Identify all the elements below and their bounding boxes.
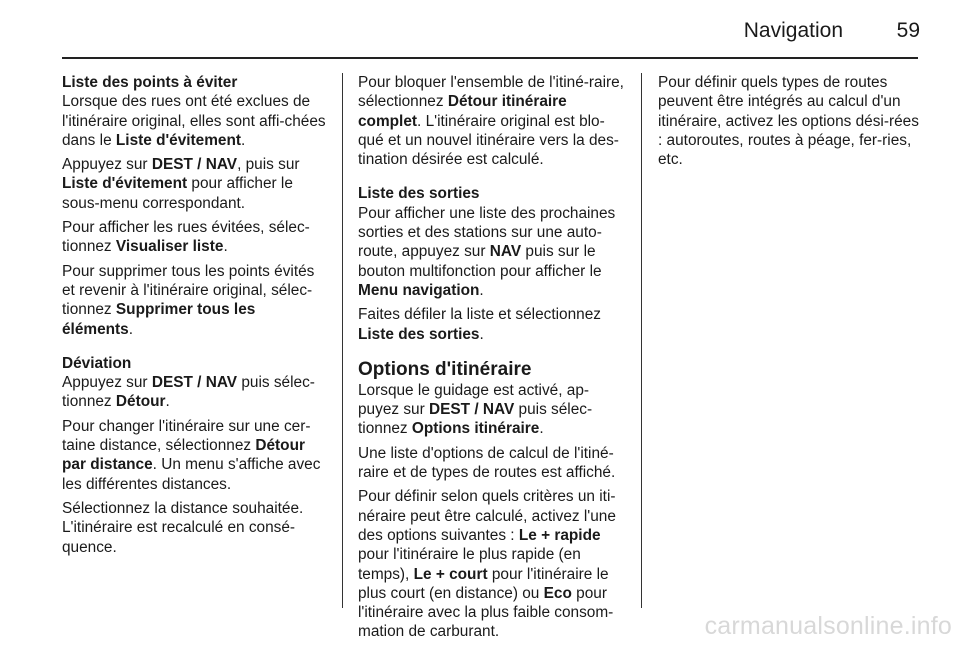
page-number: 59	[896, 19, 920, 42]
paragraph: Lorsque le guidage est activé, ap-puyez sur DEST / NAV puis sélec-tionnez Options itinéraire.	[358, 381, 593, 438]
paragraph: Pour afficher une liste des prochaines sorties et des stations sur une auto-route, appuyez sur NAV puis sur le bouton multifonction pour afficher le Menu navigation.	[358, 204, 616, 299]
header-divider	[62, 57, 918, 59]
paragraph: Appuyez sur DEST / NAV puis sélec-tionnez Détour.	[62, 374, 315, 411]
page-title: Navigation	[743, 19, 843, 42]
paragraph: Une liste d'options de calcul de l'itiné-raire et de types de routes est affiché.	[358, 444, 616, 482]
paragraph: Appuyez sur DEST / NAV, puis sur Liste d'évitement pour afficher le sous-menu correspondant.	[62, 156, 300, 212]
paragraph: Faites défiler la liste et sélectionnez Liste des sorties.	[358, 306, 601, 343]
paragraph: Pour définir selon quels critères un iti-néraire peut être calculé, activez l'une des options suivantes : Le + rapide pour l'itinéraire le plus rapide (en temps), Le + court pour l'itinéraire le plus court (en distance) ou Eco pour l'itinéraire avec la plus faible consom-mation de carburant.	[358, 488, 616, 641]
column-right	[658, 73, 924, 174]
section-heading-avoid-list: Liste des points à éviter	[62, 74, 238, 91]
paragraph: Sélectionnez la distance souhaitée. L'itinéraire est recalculé en consé-quence.	[62, 499, 304, 556]
section-heading-detour: Déviation	[62, 354, 132, 372]
page-header	[0, 0, 960, 60]
section-heading-exit-list: Liste des sorties	[358, 185, 480, 203]
paragraph: Pour supprimer tous les points évités et revenir à l'itinéraire original, sélec-tionnez Supprimer tous les éléments.	[62, 262, 315, 338]
paragraph: Pour afficher les rues évitées, sélec-tionnez Visualiser liste.	[62, 219, 310, 256]
paragraph: Pour définir quels types de routes peuvent être intégrés au calcul d'un itinéraire, activez les options dési-rées : autoroutes, routes à péage, fer-ries, etc.	[658, 74, 919, 169]
paragraph: Pour changer l'itinéraire sur une cer-taine distance, sélectionnez Détour par distance. Un menu s'affiche avec les différentes distances.	[62, 417, 321, 493]
section-heading-route-options: Options d'itinéraire	[358, 358, 532, 380]
column-middle	[358, 73, 626, 647]
watermark: carmanualsonline.info	[704, 612, 952, 640]
column-left	[62, 73, 327, 562]
paragraph: Lorsque des rues ont été exclues de l'itinéraire original, elles sont affi-chées dans le Liste d'évitement.	[62, 93, 326, 149]
paragraph: Pour bloquer l'ensemble de l'itiné-raire, sélectionnez Détour itinéraire complet. L'itinéraire original est blo-qué et un nouvel itinéraire vers la des-tination désirée est calculé.	[358, 74, 624, 169]
column-divider	[342, 73, 343, 608]
column-divider	[641, 73, 642, 608]
